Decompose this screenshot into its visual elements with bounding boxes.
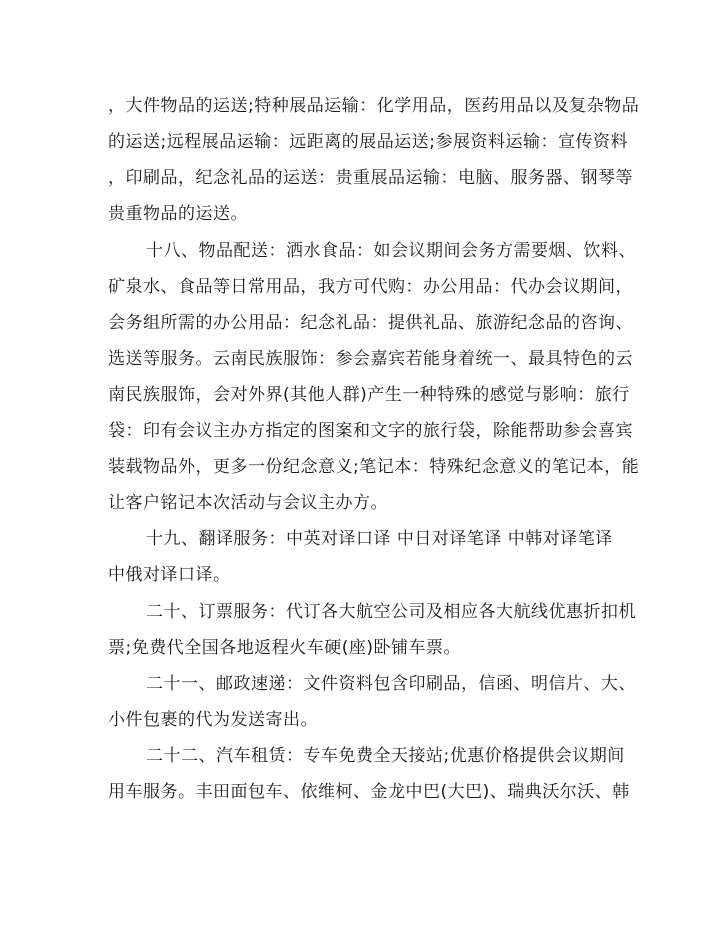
text-line: ，印刷品，纪念礼品的运送：贵重展品运输：电脑、服务器、钢琴等 — [108, 168, 633, 188]
text-line: 选送等服务。云南民族服饰：参会嘉宾若能身着统一、最具特色的云 — [108, 349, 633, 369]
paragraph-line: 十九、翻译服务：中英对译口译 中日对译笔译 中韩对译笔译 — [146, 529, 613, 549]
text-line: ，大件物品的运送;特种展品运输：化学用品，医药用品以及复杂物品 — [108, 96, 640, 116]
text-line: 小件包裹的代为发送寄出。 — [108, 710, 318, 730]
text-line: 贵重物品的运送。 — [108, 204, 248, 224]
text-line: 票;免费代全国各地返程火车硬(座)卧铺车票。 — [108, 638, 461, 658]
text-line: 装载物品外，更多一份纪念意义;笔记本：特殊纪念意义的笔记本，能 — [108, 457, 640, 477]
paragraph-line: 二十、订票服务：代订各大航空公司及相应各大航线优惠折扣机 — [146, 602, 636, 622]
text-line: 让客户铭记本次活动与会议主办方。 — [108, 493, 388, 513]
text-line: 南民族服饰，会对外界(其他人群)产生一种特殊的感觉与影响：旅行 — [108, 385, 630, 405]
text-line: 中俄对译口译。 — [108, 565, 231, 585]
text-line: 用车服务。丰田面包车、依维柯、金龙中巴(大巴)、瑞典沃尔沃、韩 — [108, 782, 630, 802]
text-line: 袋：印有会议主办方指定的图案和文字的旅行袋，除能帮助参会喜宾 — [108, 421, 633, 441]
paragraph-line: 二十一、邮政速递：文件资料包含印刷品，信函、明信片、大、 — [146, 674, 636, 694]
text-line: 的运送;远程展品运输：远距离的展品运送;参展资料运输：宣传资料 — [108, 132, 628, 152]
text-line: 会务组所需的办公用品：纪念礼品：提供礼品、旅游纪念品的咨询、 — [108, 313, 633, 333]
paragraph-line: 十八、物品配送：洒水食品：如会议期间会务方需要烟、饮料、 — [146, 241, 636, 261]
text-line: 矿泉水、食品等日常用品，我方可代购：办公用品：代办会议期间， — [108, 277, 633, 297]
paragraph-line: 二十二、汽车租赁：专车免费全天接站;优惠价格提供会议期间 — [146, 746, 625, 766]
